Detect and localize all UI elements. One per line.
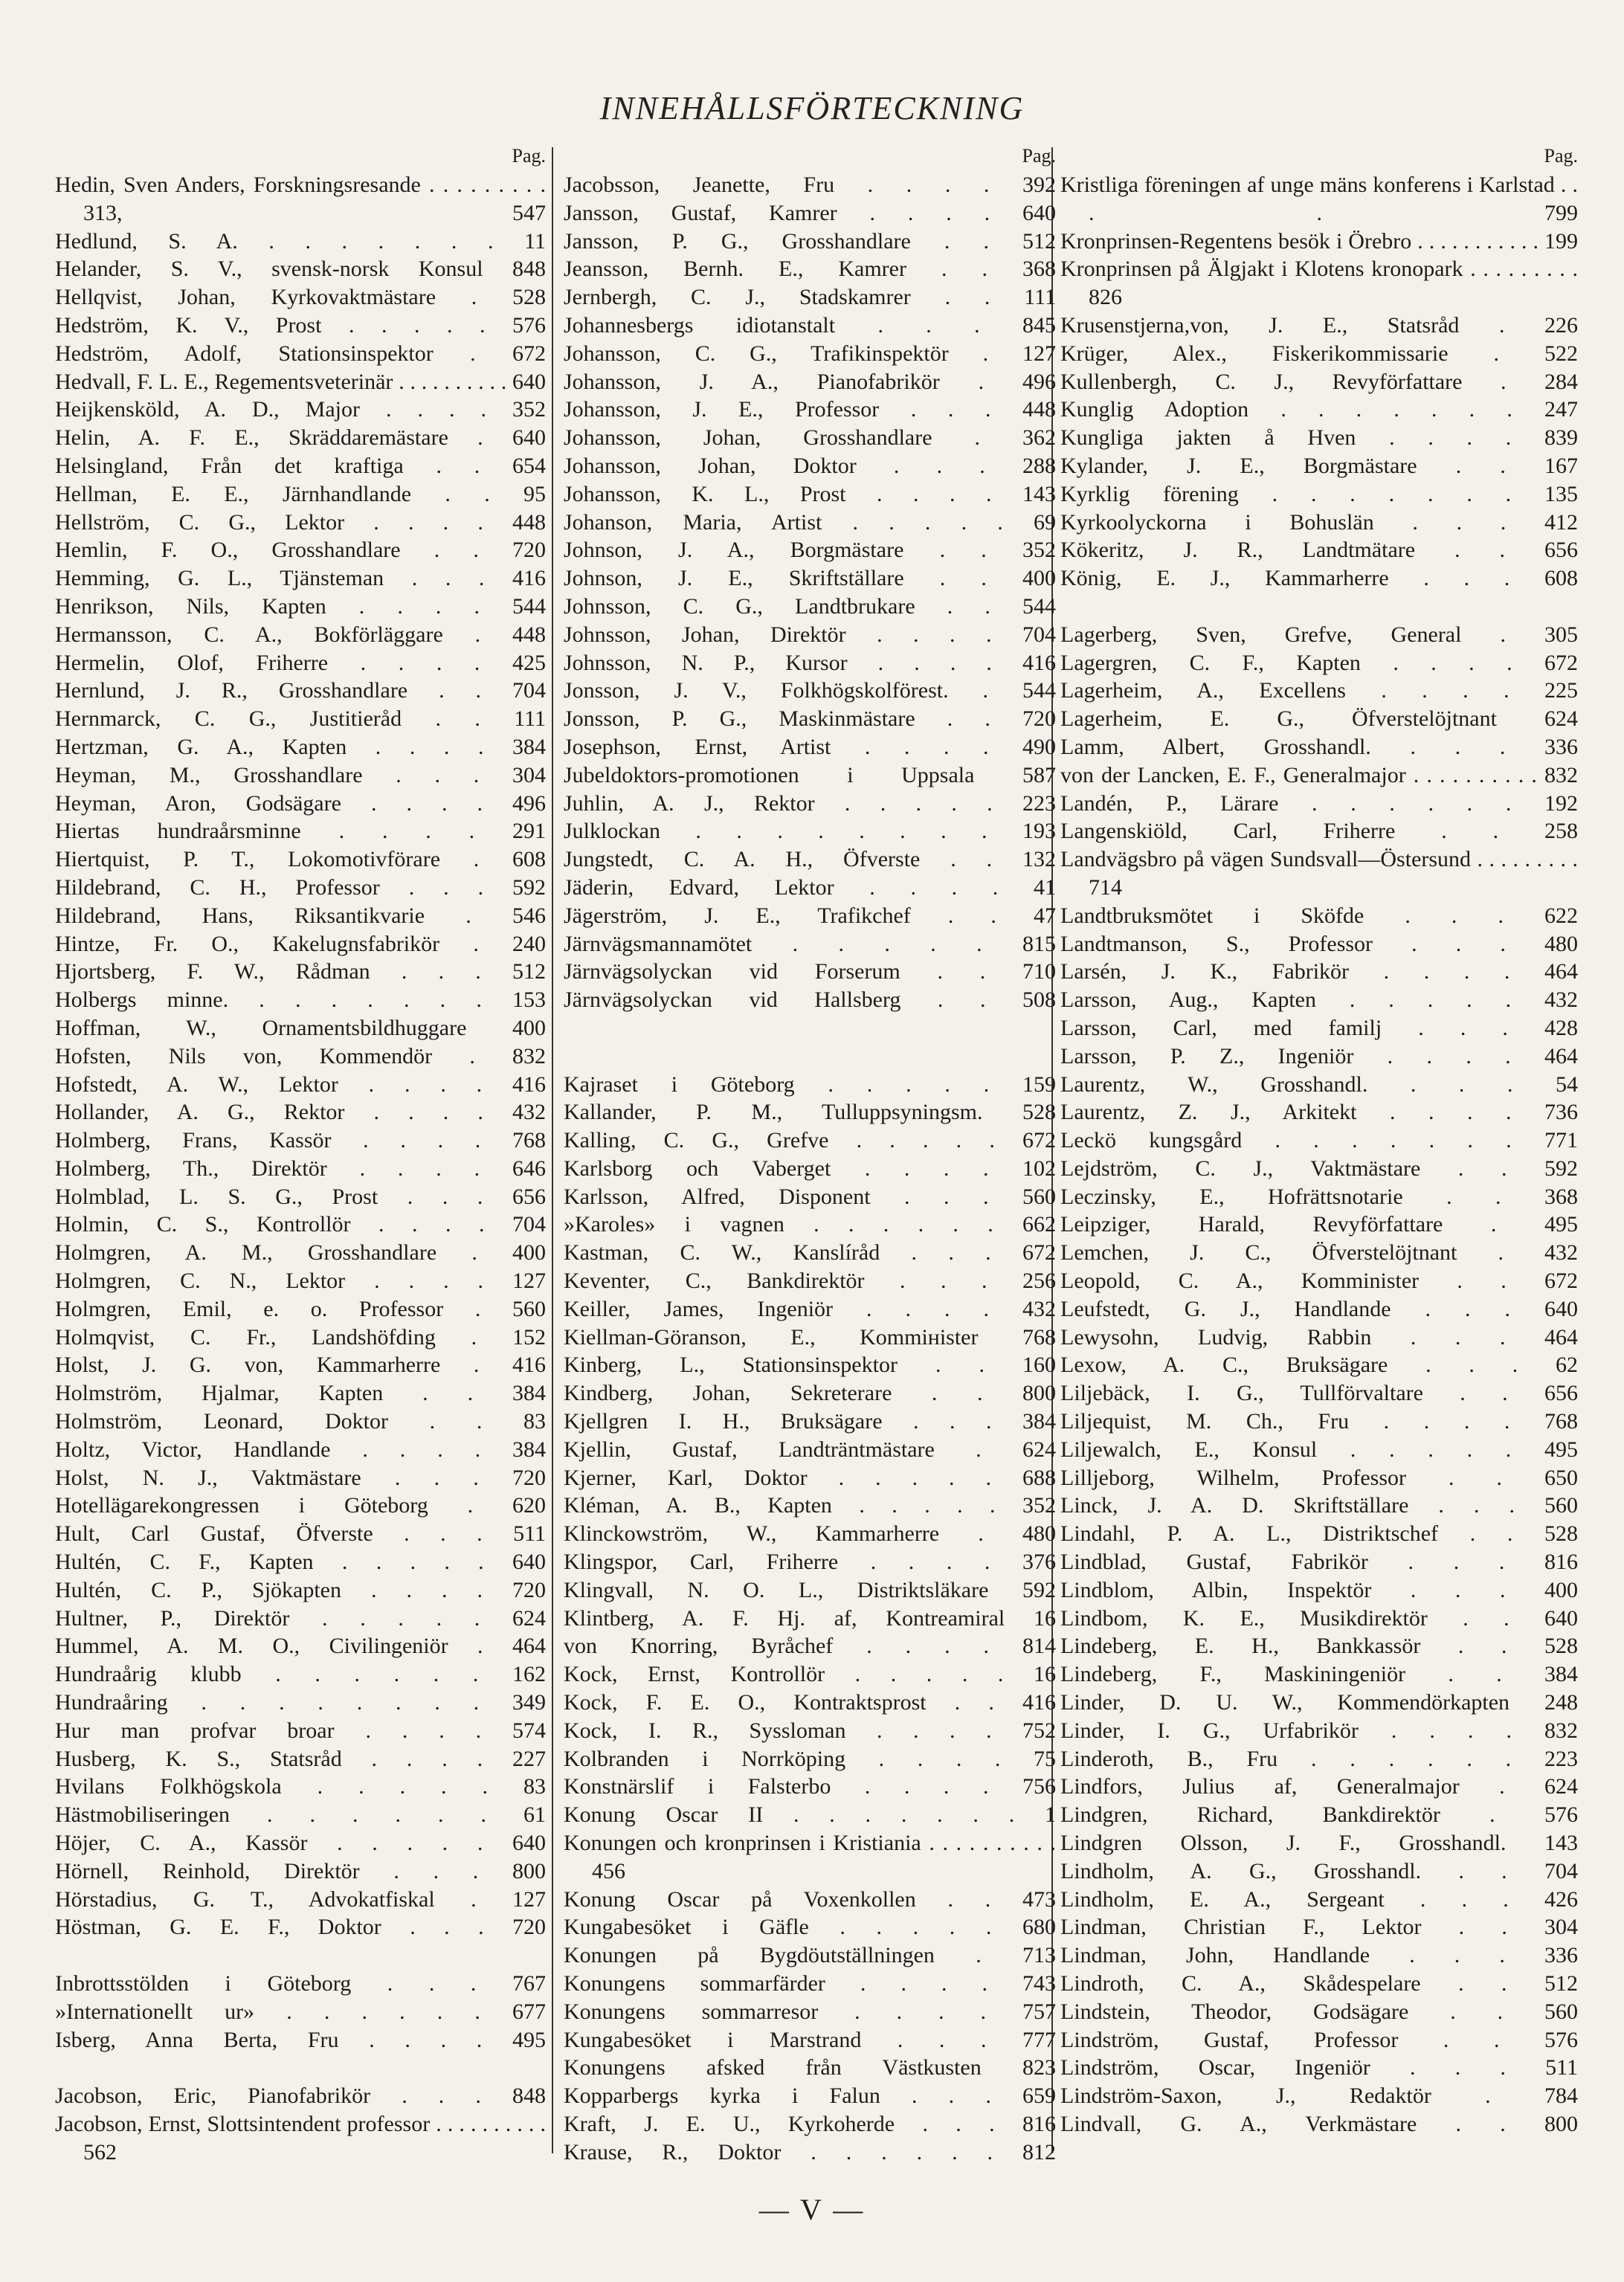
index-entry: Johannesbergs idiotanstalt . . . 845 xyxy=(564,312,1056,338)
index-entry: Lindfors, Julius af, Generalmajor . 624 xyxy=(1060,1774,1578,1799)
index-entry: Klingspor, Carl, Friherre . . . . 376 xyxy=(564,1550,1056,1575)
index-entry: Landvägsbro på vägen Sundsvall—Östersund . . . . . . . . . 714 xyxy=(1060,847,1578,900)
index-entry: »Internationellt ur» . . . . . . 677 xyxy=(55,1999,546,2024)
index-entry: Laurentz, W., Grosshandl. . . . 54 xyxy=(1060,1071,1578,1097)
index-entry: Laurentz, Z. J., Arkitekt . . . . 736 xyxy=(1060,1100,1578,1125)
index-entry: Holmberg, Frans, Kassör . . . . 768 xyxy=(55,1128,546,1153)
index-entry: Leckö kungsgård . . . . . . . 771 xyxy=(1060,1128,1578,1153)
index-entry: Hvilans Folkhögskola . . . . . 83 xyxy=(55,1774,546,1799)
index-entry: Höstman, G. E. F., Doktor . . . 720 xyxy=(55,1915,546,1940)
index-entry: Lindroth, C. A., Skådespelare . . 512 xyxy=(1060,1971,1578,1996)
index-entry: Johanson, Maria, Artist . . . . . 69 xyxy=(564,509,1056,535)
index-entry: Helin, A. F. E., Skräddaremästare . 640 xyxy=(55,425,546,451)
index-entry: Hintze, Fr. O., Kakelugnsfabrikör . 240 xyxy=(55,931,546,956)
index-entry: Kinberg, L., Stationsinspektor . . 160 xyxy=(564,1353,1056,1378)
index-entry: Jernbergh, C. J., Stadskamrer . . 111 xyxy=(564,285,1056,310)
index-column-1 xyxy=(55,141,546,2167)
index-entry: Kökeritz, J. R., Landtmätare . . 656 xyxy=(1060,538,1578,563)
index-entry: Linder, I. G., Urfabrikör . . . . 832 xyxy=(1060,1718,1578,1743)
index-entry: Kullenbergh, C. J., Revyförfattare . 284 xyxy=(1060,369,1578,394)
index-entry: Landtbruksmötet i Sköfde . . . 622 xyxy=(1060,903,1578,928)
index-entry: Jacobson, Ernst, Slottsintendent professor . . . . . . . . . . 562 xyxy=(55,2111,546,2165)
index-entry: Henrikson, Nils, Kapten . . . . 544 xyxy=(55,593,546,619)
section-gap xyxy=(564,1014,1056,1042)
index-entry: Klingvall, N. O. L., Distriktsläkare 592 xyxy=(564,1577,1056,1602)
index-entry: Johansson, J. E., Professor . . . 448 xyxy=(564,397,1056,422)
index-entry: Langenskiöld, Carl, Friherre . . 258 xyxy=(1060,819,1578,844)
index-entry: Hummel, A. M. O., Civilingeniör . 464 xyxy=(55,1634,546,1659)
index-entry: Lagerheim, A., Excellens . . . . 225 xyxy=(1060,678,1578,703)
index-entry: Konstnärslif i Falsterbo . . . . 756 xyxy=(564,1774,1056,1799)
index-entry: Jubeldoktors-promotionen i Uppsala 587 xyxy=(564,762,1056,787)
index-entry: Landtmanson, S., Professor . . . 480 xyxy=(1060,931,1578,956)
section-gap xyxy=(1060,593,1578,621)
index-entry: Kristliga föreningen af unge mäns konferens i Karlstad . . . . 799 xyxy=(1060,173,1578,225)
index-entry: Kiellman-Göranson, E., Kommінister 768 xyxy=(564,1324,1056,1350)
index-entry: Holmberg, Th., Direktör . . . . 646 xyxy=(55,1155,546,1181)
index-entry: Hellström, C. G., Lektor . . . . 448 xyxy=(55,509,546,535)
index-entry: Kungliga jakten å Hven . . . . 839 xyxy=(1060,425,1578,451)
index-entry: Kindberg, Johan, Sekreterare . . 800 xyxy=(564,1381,1056,1406)
index-entry: Hollander, A. G., Rektor . . . . 432 xyxy=(55,1100,546,1125)
index-entry: Hildebrand, Hans, Riksantikvarie . 546 xyxy=(55,903,546,928)
index-entry: Lagerberg, Sven, Grefve, General . 305 xyxy=(1060,622,1578,647)
index-entry: Hedvall, F. L. E., Regementsveterinär . . . . . . . . . . 640 xyxy=(55,369,546,394)
index-entry: Kjerner, Karl, Doktor . . . . . 688 xyxy=(564,1465,1056,1490)
index-entry: Hermansson, C. A., Bokförläggare . 448 xyxy=(55,622,546,647)
index-entry: Konungens afsked från Västkusten 823 xyxy=(564,2055,1056,2080)
index-entry: Lindman, Christian F., Lektor . . 304 xyxy=(1060,1915,1578,1940)
index-entry: Johansson, C. G., Trafikinspektör . 127 xyxy=(564,341,1056,366)
index-entry: Hiertas hundraårsminne . . . . 291 xyxy=(55,819,546,844)
index-entry: Hotellägarekongressen i Göteborg . 620 xyxy=(55,1493,546,1518)
index-entry: Konung Oscar på Voxenkollen . . 473 xyxy=(564,1886,1056,1912)
index-entry: Lindstein, Theodor, Godsägare . . 560 xyxy=(1060,1999,1578,2024)
index-entry: Johnsson, Johan, Direktör . . . . 704 xyxy=(564,622,1056,647)
index-entry: von der Lancken, E. F., Generalmajor . . . . . . . . . . 832 xyxy=(1060,762,1578,787)
index-entry: »Karoles» i vagnen . . . . . . 662 xyxy=(564,1212,1056,1237)
index-entry: Hellman, E. E., Järnhandlande . . 95 xyxy=(55,481,546,506)
index-entry: Lindahl, P. A. L., Distriktschef . . 528 xyxy=(1060,1521,1578,1547)
index-entry: Lagergren, C. F., Kapten . . . . 672 xyxy=(1060,650,1578,675)
index-entry: Jansson, P. G., Grosshandlare . . 512 xyxy=(564,228,1056,254)
index-entry: Holmgren, Emil, e. o. Professor . 560 xyxy=(55,1296,546,1321)
index-entry: Konungens sommarfärder . . . . 743 xyxy=(564,1971,1056,1996)
index-entry: Larsén, J. K., Fabrikör . . . . 464 xyxy=(1060,959,1578,984)
index-entry: Linder, D. U. W., Kommendörkapten 248 xyxy=(1060,1690,1578,1715)
index-entry: Kyrkoolyckorna i Bohuslän . . . 412 xyxy=(1060,509,1578,535)
index-entry: Johansson, J. A., Pianofabrikör . 496 xyxy=(564,369,1056,394)
index-entry: Hult, Carl Gustaf, Öfverste . . . 511 xyxy=(55,1521,546,1547)
index-entry: von Knorring, Byråchef . . . . 814 xyxy=(564,1634,1056,1659)
index-entry: Leufstedt, G. J., Handlande . . . 640 xyxy=(1060,1296,1578,1321)
index-entry: Kock, F. E. O., Kontraktsprost . . 416 xyxy=(564,1690,1056,1715)
index-entry: Hiertquist, P. T., Lokomotivförare . 608 xyxy=(55,847,546,872)
index-entry: Johnson, J. E., Skriftställare . . 400 xyxy=(564,566,1056,591)
index-entry: Hedström, Adolf, Stationsinspektor . 672 xyxy=(55,341,546,366)
index-entry: Jungstedt, C. A. H., Öfverste . . 132 xyxy=(564,847,1056,872)
index-entry: Holmström, Leonard, Doktor . . 83 xyxy=(55,1409,546,1434)
index-entry: Karlsborg och Vaberget . . . . 102 xyxy=(564,1155,1056,1181)
index-entry: Lilljeborg, Wilhelm, Professor . . 650 xyxy=(1060,1465,1578,1490)
index-entry: Johnson, J. A., Borgmästare . . 352 xyxy=(564,538,1056,563)
index-entry: Holmström, Hjalmar, Kapten . . 384 xyxy=(55,1381,546,1406)
index-entry: Heijkensköld, A. D., Major . . . . 352 xyxy=(55,397,546,422)
index-entry: Konungen och kronprinsen i Kristiania . . . . . . . . . . 456 xyxy=(564,1831,1056,1883)
index-entry: Lagerheim, E. G., Öfverstelöjtnant 624 xyxy=(1060,706,1578,732)
index-entry: Kolbranden i Norrköping . . . . 75 xyxy=(564,1746,1056,1771)
index-entry: Liljequist, M. Ch., Fru . . . . 768 xyxy=(1060,1409,1578,1434)
section-gap xyxy=(55,2054,546,2082)
index-entry: Järnvägsolyckan vid Hallsberg . . 508 xyxy=(564,987,1056,1013)
index-entry: Kylander, J. E., Borgmästare . . 167 xyxy=(1060,453,1578,478)
index-entry: Konung Oscar II . . . . . . . 1 xyxy=(564,1802,1056,1828)
index-entry: Hofsten, Nils von, Kommendör . 832 xyxy=(55,1043,546,1069)
index-entry: Lindström, Gustaf, Professor . . 576 xyxy=(1060,2027,1578,2052)
index-entry: Lindeberg, F., Maskiningeniör . . 384 xyxy=(1060,1662,1578,1687)
index-entry: Holmqvist, C. Fr., Landshöfding . 152 xyxy=(55,1324,546,1350)
index-entry: Karlsson, Alfred, Disponent . . . 560 xyxy=(564,1184,1056,1209)
index-entry: Hundraåring . . . . . . . . 349 xyxy=(55,1690,546,1715)
index-entry: Kraft, J. E. U., Kyrkoherde . . . 816 xyxy=(564,2111,1056,2136)
index-entry: Johansson, Johan, Grosshandlare . 362 xyxy=(564,425,1056,451)
index-entry: Hundraårig klubb . . . . . . 162 xyxy=(55,1662,546,1687)
index-entry: Johnsson, C. G., Landtbrukare . . 544 xyxy=(564,593,1056,619)
index-entry: Hermelin, Olof, Friherre . . . . 425 xyxy=(55,650,546,675)
index-entry: Kunglig Adoption . . . . . . . 247 xyxy=(1060,397,1578,422)
index-entry: Jacobsson, Jeanette, Fru . . . . 392 xyxy=(564,173,1056,197)
index-entry: Hedlund, S. A. . . . . . . . 11 xyxy=(55,228,546,254)
index-entry: König, E. J., Kammarherre . . . 608 xyxy=(1060,566,1578,591)
index-entry: Hultén, C. F., Kapten . . . . . 640 xyxy=(55,1550,546,1575)
index-entry: Liljebäck, I. G., Tullförvaltare . . 656 xyxy=(1060,1381,1578,1406)
index-entry: Hoffman, W., Ornamentsbildhuggare 400 xyxy=(55,1015,546,1040)
index-entry: Johansson, K. L., Prost . . . . 143 xyxy=(564,481,1056,506)
index-entry: Lindström, Oscar, Ingeniör . . . 511 xyxy=(1060,2055,1578,2080)
index-entry: Hur man profvar broar . . . . 574 xyxy=(55,1718,546,1743)
index-entry: Hernmarck, C. G., Justitieråd . . 111 xyxy=(55,706,546,732)
index-entry: Husberg, K. S., Statsråd . . . . 227 xyxy=(55,1746,546,1771)
index-entry: Jeansson, Bernh. E., Kamrer . . 368 xyxy=(564,257,1056,282)
index-entry: Lindström-Saxon, J., Redaktör . 784 xyxy=(1060,2083,1578,2109)
index-entry: Hästmobiliseringen . . . . . . 61 xyxy=(55,1802,546,1828)
index-entry: Jacobson, Eric, Pianofabrikör . . . 848 xyxy=(55,2083,546,2109)
index-entry: Krusenstjerna,von, J. E., Statsråd . 226 xyxy=(1060,312,1578,338)
index-entry: Kyrklig förening . . . . . . . 135 xyxy=(1060,481,1578,506)
index-entry: Lejdström, C. J., Vaktmästare . . 592 xyxy=(1060,1155,1578,1181)
index-entry: Inbrottsstölden i Göteborg . . . 767 xyxy=(55,1971,546,1996)
index-entry: Hemlin, F. O., Grosshandlare . . 720 xyxy=(55,538,546,563)
pag-header: Pag. xyxy=(512,145,546,167)
index-entry: Hildebrand, C. H., Professor . . . 592 xyxy=(55,874,546,900)
index-entry: Klinckowström, W., Kammarherre . 480 xyxy=(564,1521,1056,1547)
index-entry: Johansson, Johan, Doktor . . . 288 xyxy=(564,453,1056,478)
index-entry: Lewysohn, Ludvig, Rabbin . . . 464 xyxy=(1060,1324,1578,1350)
section-gap xyxy=(55,1941,546,1970)
index-entry: Kléman, A. B., Kapten . . . . . 352 xyxy=(564,1493,1056,1518)
pag-header: Pag. xyxy=(1544,145,1578,167)
index-entry: Holmgren, C. N., Lektor . . . . 127 xyxy=(55,1269,546,1294)
index-entry: Kungabesöket i Marstrand . . . 777 xyxy=(564,2027,1056,2052)
index-entry: Hertzman, G. A., Kapten . . . . 384 xyxy=(55,734,546,759)
index-entry: Lindholm, A. G., Grosshandl. . . 704 xyxy=(1060,1858,1578,1883)
index-entry: Helander, S. V., svensk-norsk Konsul 848 xyxy=(55,257,546,282)
index-entry: Holmin, C. S., Kontrollör . . . . 704 xyxy=(55,1212,546,1237)
index-entry: Lindgren, Richard, Bankdirektör . 576 xyxy=(1060,1802,1578,1828)
index-entry: Kastman, C. W., Kanslíråd . . . 672 xyxy=(564,1240,1056,1266)
index-entry: Lindbom, K. E., Musikdirektör . . 640 xyxy=(1060,1605,1578,1631)
index-entry: Lexow, A. C., Bruksägare . . . 62 xyxy=(1060,1353,1578,1378)
index-entry: Larsson, Aug., Kapten . . . . . 432 xyxy=(1060,987,1578,1013)
index-entry: Larsson, P. Z., Ingeniör . . . . 464 xyxy=(1060,1043,1578,1069)
index-entry: Johnsson, N. P., Kursor . . . . 416 xyxy=(564,650,1056,675)
index-entry: Konungens sommarresor . . . . 757 xyxy=(564,1999,1056,2024)
index-entry: Hernlund, J. R., Grosshandlare . . 704 xyxy=(55,678,546,703)
index-entry: Larsson, Carl, med familj . . . 428 xyxy=(1060,1015,1578,1040)
index-column-3 xyxy=(1060,141,1578,2138)
index-entry: Heyman, M., Grosshandlare . . . 304 xyxy=(55,762,546,787)
index-entry: Lindholm, E. A., Sergeant . . . 426 xyxy=(1060,1886,1578,1912)
index-entry: Krause, R., Doktor . . . . . . 812 xyxy=(564,2139,1056,2165)
index-entry: Leczinsky, E., Hofrättsnotarie . . 368 xyxy=(1060,1184,1578,1209)
index-entry: Jansson, Gustaf, Kamrer . . . . 640 xyxy=(564,200,1056,225)
index-entry: Järnvägsolyckan vid Forserum . . 710 xyxy=(564,959,1056,984)
index-entry: Lindvall, G. A., Verkmästare . . 800 xyxy=(1060,2111,1578,2136)
index-entry: Leopold, C. A., Komminister . . 672 xyxy=(1060,1269,1578,1294)
index-entry: Kjellgren I. H., Bruksägare . . . 384 xyxy=(564,1409,1056,1434)
index-entry: Järnvägsmannamötet . . . . . 815 xyxy=(564,931,1056,956)
index-entry: Lindeberg, E. H., Bankkassör . . 528 xyxy=(1060,1634,1578,1659)
index-entry: Holst, N. J., Vaktmästare . . . 720 xyxy=(55,1465,546,1490)
index-entry: Kungabesöket i Gäfle . . . . . 680 xyxy=(564,1915,1056,1940)
section-gap xyxy=(564,1042,1056,1071)
index-entry: Konungen på Bygdöutställningen . 713 xyxy=(564,1943,1056,1968)
index-entry: Kronprinsen-Regentens besök i Örebro . . . . . . . . . . . 199 xyxy=(1060,228,1578,254)
index-entry: Höjer, C. A., Kassör . . . . . 640 xyxy=(55,1831,546,1856)
index-entry: Holmgren, A. M., Grosshandlare . 400 xyxy=(55,1240,546,1266)
index-entry: Leipziger, Harald, Revyförfattare . 495 xyxy=(1060,1212,1578,1237)
index-entry: Holbergs minne. . . . . . . . 153 xyxy=(55,987,546,1013)
index-entry: Jonsson, J. V., Folkhögskolförest. . 544 xyxy=(564,678,1056,703)
index-entry: Kock, Ernst, Kontrollör . . . . . 16 xyxy=(564,1662,1056,1687)
index-entry: Julklockan . . . . . . . . 193 xyxy=(564,819,1056,844)
index-entry: Lindman, John, Handlande . . . 336 xyxy=(1060,1943,1578,1968)
index-entry: Isberg, Anna Berta, Fru . . . . 495 xyxy=(55,2027,546,2052)
index-entry: Liljewalch, E., Konsul . . . . . 495 xyxy=(1060,1437,1578,1462)
index-entry: Heyman, Aron, Godsägare . . . . 496 xyxy=(55,790,546,816)
index-entry: Hörnell, Reinhold, Direktör . . . 800 xyxy=(55,1858,546,1883)
page-folio: — V — xyxy=(758,2193,866,2226)
index-entry: Kronprinsen på Älgjakt i Klotens kronopark . . . . . . . . . 826 xyxy=(1060,257,1578,310)
index-entry: Hofstedt, A. W., Lektor . . . . 416 xyxy=(55,1071,546,1097)
index-entry: Jägerström, J. E., Trafikchef . . 47 xyxy=(564,903,1056,928)
pag-header: Pag. xyxy=(1022,145,1056,167)
index-entry: Hultén, C. P., Sjökapten . . . . 720 xyxy=(55,1577,546,1602)
index-entry: Lemchen, J. C., Öfverstelöjtnant . 432 xyxy=(1060,1240,1578,1266)
index-entry: Landén, P., Lärare . . . . . . 192 xyxy=(1060,790,1578,816)
index-entry: Hemming, G. L., Tjänsteman . . . 416 xyxy=(55,566,546,591)
column-divider xyxy=(552,147,553,2153)
index-entry: Hultner, P., Direktör . . . . . 624 xyxy=(55,1605,546,1631)
index-entry: Kajraset i Göteborg . . . . . 159 xyxy=(564,1071,1056,1097)
entry-list xyxy=(55,171,546,2167)
index-entry: Hörstadius, G. T., Advokatfiskal . 127 xyxy=(55,1886,546,1912)
index-entry: Kallander, P. M., Tulluppsyningsm. 528 xyxy=(564,1100,1056,1125)
index-entry: Lindblom, Albin, Inspektör . . . 400 xyxy=(1060,1577,1578,1602)
index-entry: Hedström, K. V., Prost . . . . . 576 xyxy=(55,312,546,338)
index-entry: Keventer, C., Bankdirektör . . . 256 xyxy=(564,1269,1056,1294)
index-entry: Holtz, Victor, Handlande . . . . 384 xyxy=(55,1437,546,1462)
index-entry: Lindblad, Gustaf, Fabrikör . . . 816 xyxy=(1060,1550,1578,1575)
index-entry: Keiller, James, Ingeniör . . . . 432 xyxy=(564,1296,1056,1321)
index-entry: Lindgren Olsson, J. F., Grosshandl. 143 xyxy=(1060,1831,1578,1856)
entry-list xyxy=(564,171,1056,2167)
index-entry: Helsingland, Från det kraftiga . . 654 xyxy=(55,453,546,478)
index-entry: Josephson, Ernst, Artist . . . . 490 xyxy=(564,734,1056,759)
index-entry: Kjellin, Gustaf, Landträntmästare . 624 xyxy=(564,1437,1056,1462)
index-entry: Hedin, Sven Anders, Forskningsresande . . . . . . . . . 313, 547 xyxy=(55,173,546,225)
index-entry: Hjortsberg, F. W., Rådman . . . 512 xyxy=(55,959,546,984)
index-entry: Krüger, Alex., Fiskerikommissarie . 522 xyxy=(1060,341,1578,366)
index-entry: Hellqvist, Johan, Kyrkovaktmästare . 528 xyxy=(55,285,546,310)
index-entry: Klintberg, A. F. Hj. af, Kontreamiral 16 xyxy=(564,1605,1056,1631)
index-entry: Linck, J. A. D. Skriftställare . . . 560 xyxy=(1060,1493,1578,1518)
index-entry: Kock, I. R., Syssloman . . . . 752 xyxy=(564,1718,1056,1743)
index-entry: Holmblad, L. S. G., Prost . . . 656 xyxy=(55,1184,546,1209)
entry-list xyxy=(1060,171,1578,2138)
index-entry: Lamm, Albert, Grosshandl. . . . 336 xyxy=(1060,734,1578,759)
index-entry: Linderoth, B., Fru . . . . . . 223 xyxy=(1060,1746,1578,1771)
index-entry: Jonsson, P. G., Maskinmästare . . 720 xyxy=(564,706,1056,732)
page-title: INNEHÅLLSFÖRTECKNING xyxy=(599,90,1025,126)
index-entry: Kopparbergs kyrka i Falun . . . 659 xyxy=(564,2083,1056,2109)
index-entry: Kalling, C. G., Grefve . . . . . 672 xyxy=(564,1128,1056,1153)
index-entry: Jäderin, Edvard, Lektor . . . . 41 xyxy=(564,874,1056,900)
index-entry: Holst, J. G. von, Kammarherre . 416 xyxy=(55,1353,546,1378)
index-column-2 xyxy=(564,141,1056,2167)
index-entry: Juhlin, A. J., Rektor . . . . . 223 xyxy=(564,790,1056,816)
